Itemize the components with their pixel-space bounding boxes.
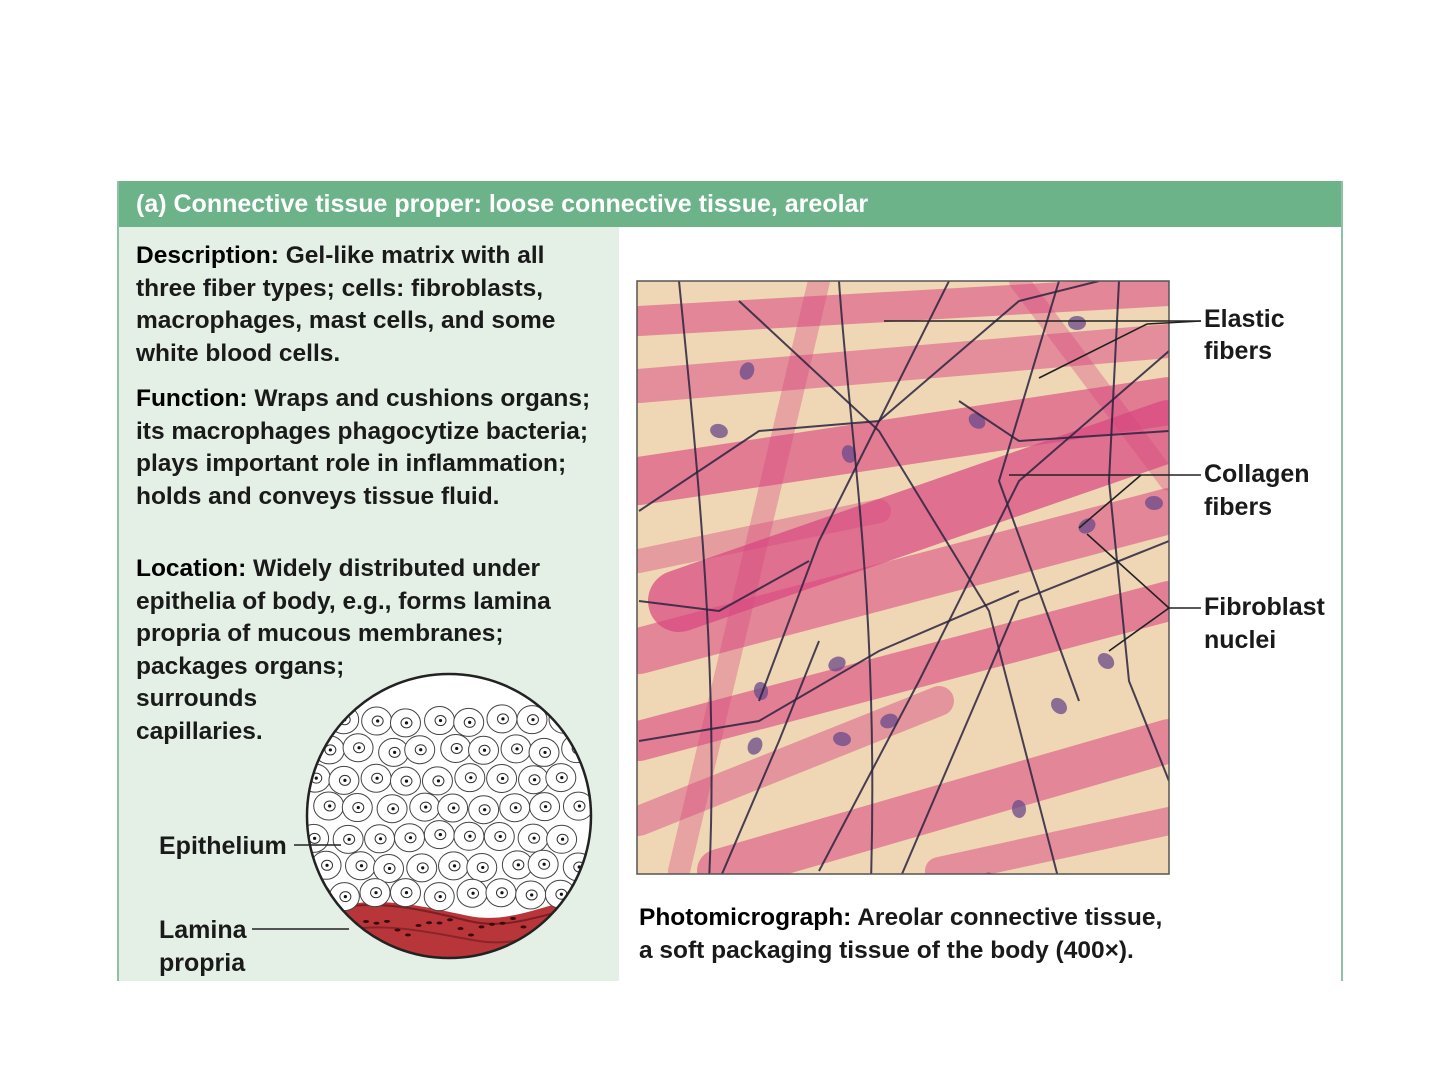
location-line-3: propria of mucous membranes; — [136, 620, 504, 647]
location-line-5: surrounds — [136, 685, 258, 712]
function-text: Wraps and cushions organs; its macrophages phagocytize bacteria; plays important role in inflammation; holds and conveys tissue fluid. — [136, 385, 591, 510]
location-line-4: packages organs; — [136, 652, 345, 680]
fibroblast-label-line2: nuclei — [1204, 626, 1277, 654]
elastic-label-line2: fibers — [1204, 337, 1273, 365]
fibroblast-label-line1: Fibroblast — [1204, 593, 1325, 621]
location-line-1: Widely distributed under — [246, 555, 541, 582]
caption-line-2: a soft packaging tissue of the body (400×). — [639, 937, 1134, 964]
elastic-label-line1: Elastic — [1204, 305, 1285, 333]
photomicrograph — [637, 281, 1169, 892]
panel-header: (a) Connective tissue proper: loose connective tissue, areolar — [119, 181, 1341, 227]
caption-line-1: Areolar connective tissue, — [851, 904, 1163, 931]
location-line-6: capillaries. — [136, 717, 263, 745]
fibroblast-nucleus — [1068, 316, 1086, 330]
micrograph-caption — [639, 901, 1279, 967]
lamina-label-line2: propria — [159, 949, 246, 977]
lamina-label-line1: Lamina — [159, 916, 247, 944]
description-term: Description: — [136, 242, 279, 269]
photomicrograph-area — [119, 181, 1341, 981]
location-line-2: epithelia of body, e.g., forms lamina — [136, 587, 551, 615]
collagen-label-line1: Collagen — [1204, 460, 1310, 488]
description-text: Gel-like matrix with all three fiber types; cells: fibroblasts, macrophages, mast cells, and some white blood cells. — [136, 242, 556, 367]
tissue-panel — [117, 181, 1343, 981]
epithelium-label: Epithelium — [159, 832, 287, 860]
caption-term: Photomicrograph: — [639, 904, 852, 931]
location-term: Location: — [136, 555, 247, 582]
function-term: Function: — [136, 385, 248, 412]
collagen-label-line2: fibers — [1204, 493, 1273, 521]
